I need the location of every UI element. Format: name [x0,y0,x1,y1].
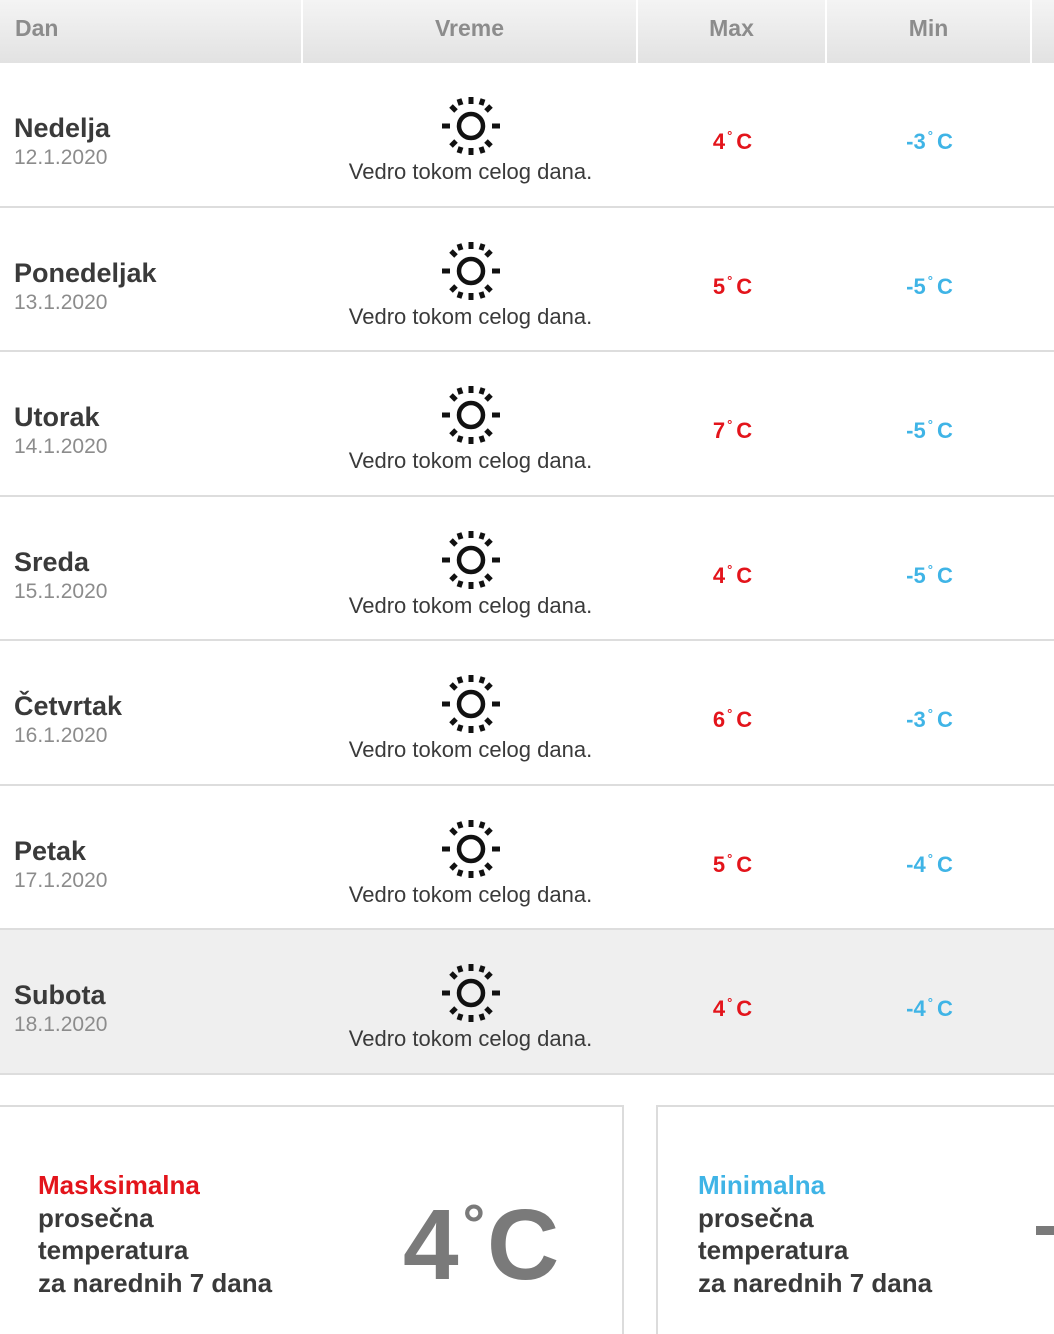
temperature-unit: C [736,996,753,1021]
day-date: 18.1.2020 [14,1013,108,1036]
day-name: Petak [14,835,87,866]
day-date: 12.1.2020 [14,146,108,169]
weather-description: Vedro tokom celog dana. [348,881,593,907]
degree-symbol: ° [927,995,933,1010]
table-row [0,352,1054,497]
degree-symbol: ° [462,1192,486,1255]
day-name: Ponedeljak [14,257,157,288]
header-vreme: Vreme [303,0,638,63]
max-temperature-value: 6 [712,707,726,732]
day-name: Četvrtak [14,691,123,721]
table-row [0,786,1054,931]
degree-symbol: ° [727,561,733,577]
min-temperature-value: -5 [906,418,926,443]
weather-description: Vedro tokom celog dana. [348,303,593,329]
summary-min-line3: temperatura [698,1235,849,1265]
weather-description: Vedro tokom celog dana. [348,159,593,184]
summary-min-text [698,1169,932,1299]
degree-symbol: ° [927,272,933,288]
temperature-unit: C [736,707,753,732]
degree-symbol: ° [727,272,733,288]
temperature-unit: C [736,129,753,154]
summary-min-line4: za narednih 7 dana [698,1267,933,1298]
day-date: 13.1.2020 [14,290,108,314]
min-temperature [827,273,1032,300]
max-temperature [638,417,827,444]
max-temperature-value: 4 [712,996,726,1021]
min-temperature-value: -4 [906,996,926,1021]
weather-description: Vedro tokom celog dana. [348,592,593,618]
summary-max-text [38,1169,272,1299]
weather-description: Vedro tokom celog dana. [348,1026,593,1051]
max-temperature [638,273,827,300]
sun-icon [439,95,503,159]
table-row [0,930,1054,1075]
header-extra [1032,0,1054,63]
table-row [0,641,1054,786]
max-temperature-value: 5 [712,273,726,299]
day-date: 16.1.2020 [14,724,108,747]
degree-symbol: ° [927,706,933,721]
min-temperature [827,995,1032,1022]
min-temperature [827,851,1032,878]
day-name: Utorak [14,402,100,432]
min-temperature [827,128,1032,155]
min-temperature [827,562,1032,589]
summary-max-label: Masksimalna [38,1170,200,1200]
table-row [0,208,1054,353]
min-temperature-value: -3 [906,129,926,154]
summary-min-value-partial [1036,1226,1054,1235]
temperature-unit: C [936,996,953,1021]
degree-symbol: ° [727,706,733,721]
min-temperature-value: -5 [906,562,926,588]
degree-symbol: ° [927,561,933,577]
summary-max-line2: prosečna [38,1202,154,1233]
day-name: Nedelja [14,113,111,143]
table-header [0,0,1054,63]
degree-symbol: ° [727,128,733,143]
min-temperature-value: -5 [906,273,926,299]
sun-icon [439,673,503,737]
day-date: 17.1.2020 [14,868,108,892]
min-temperature [827,706,1032,733]
max-temperature [638,851,827,878]
degree-symbol: ° [727,417,733,432]
max-temperature-value: 4 [712,562,726,588]
forecast-table [0,63,1054,1075]
temperature-unit: C [936,129,953,154]
weather-description: Vedro tokom celog dana. [348,737,593,762]
sun-icon [439,240,503,304]
min-temperature [827,417,1032,444]
temperature-unit: C [736,562,753,588]
summary-max-number: 4 [403,1189,459,1301]
degree-symbol: ° [927,850,933,866]
temperature-unit: C [936,707,953,732]
header-min: Min [827,0,1032,63]
summary-min-line2: prosečna [698,1202,814,1233]
day-date: 15.1.2020 [14,579,108,603]
summary-max-line3: temperatura [38,1235,189,1265]
sun-icon [439,962,503,1026]
sun-icon [439,384,503,448]
weather-description: Vedro tokom celog dana. [348,448,593,473]
temperature-unit: C [736,273,753,299]
summary-min-label: Minimalna [698,1170,826,1200]
min-temperature-value: -4 [906,851,926,877]
sun-icon [439,529,503,593]
min-temperature-value: -3 [906,707,926,732]
summary-max-value [403,1169,559,1300]
max-temperature-value: 5 [712,851,726,877]
temperature-unit: C [936,851,953,877]
summary-max-card [0,1105,624,1334]
day-name: Subota [14,980,106,1010]
temperature-unit: C [736,418,753,443]
max-temperature [638,995,827,1022]
header-max: Max [638,0,827,63]
header-dan: Dan [0,0,303,63]
max-temperature [638,562,827,589]
summary-max-line4: za narednih 7 dana [38,1267,273,1298]
sun-icon [439,818,503,882]
max-temperature-value: 4 [712,129,726,154]
temperature-unit: C [936,418,953,443]
max-temperature-value: 7 [712,418,726,443]
day-name: Sreda [14,546,90,577]
day-date: 14.1.2020 [14,435,108,458]
table-row [0,63,1054,208]
temperature-unit: C [936,273,953,299]
temperature-unit: C [736,851,753,877]
summary-min-card [656,1105,1054,1334]
temperature-unit: C [936,562,953,588]
max-temperature [638,706,827,733]
degree-symbol: ° [927,417,933,432]
degree-symbol: ° [727,850,733,866]
degree-symbol: ° [727,995,733,1010]
table-row [0,497,1054,642]
max-temperature [638,128,827,155]
summary-max-unit: C [487,1189,560,1301]
degree-symbol: ° [927,128,933,143]
